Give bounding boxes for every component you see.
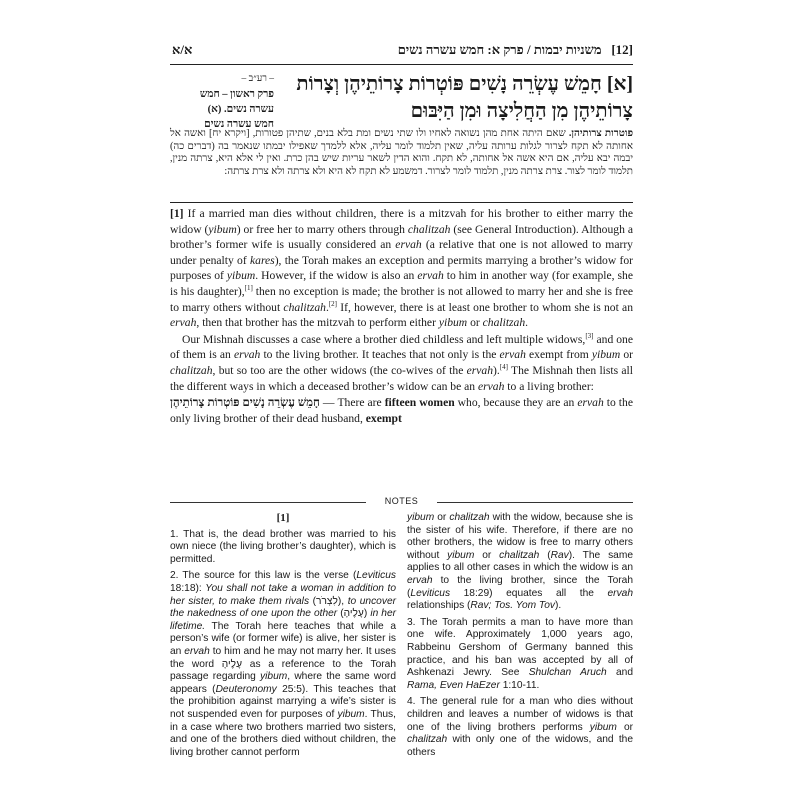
mishnah-text: [א] חָמֵשׁ עֶשְׂרֵה נָשִׁים פּוֹטְרוֹת צָרוֹתֵיהֶן וְצָרוֹת צָרוֹתֵיהֶן מִן הַחֲלִיצָה וּמִן הַיִּבּוּם xyxy=(296,73,633,122)
hebrew-word: (עָלֶיהָ) xyxy=(337,608,371,620)
note-2 xyxy=(170,570,396,759)
page-number: [12] xyxy=(611,42,633,57)
term: kares xyxy=(250,253,275,267)
sidebar-line-1: פרק ראשון – חמש xyxy=(199,89,274,100)
footnote-ref: [3] xyxy=(585,331,594,340)
chapter-marker: א/א xyxy=(172,42,193,57)
term: ervah xyxy=(466,363,494,377)
notes-divider xyxy=(170,496,633,508)
rav-label: – רע״ב – xyxy=(241,74,274,84)
text-run: Our Mishnah discusses a case where a brother died childless and left multiple widows, xyxy=(182,332,586,346)
term: ervah xyxy=(184,645,210,657)
notes-section xyxy=(170,512,633,784)
text-run: ), the Torah makes an exception and permits marrying a brother’s widow for purposes of xyxy=(170,253,634,283)
term: yibum xyxy=(407,512,435,523)
text-run: to him in another way (for example, she is his daughter), xyxy=(170,269,634,298)
text-run: to the living brother. It teaches that not only is the xyxy=(260,348,500,362)
term: yibum xyxy=(337,708,365,720)
footnote-ref: [1] xyxy=(244,284,253,293)
text-run: . Thus, in a case where two brothers married two sisters, and one of the brothers died without children, the living brother cannot perform xyxy=(170,708,396,758)
term: ervah xyxy=(607,587,633,599)
text-run: to a living brother: xyxy=(504,379,594,393)
text-run: relationships ( xyxy=(407,600,471,612)
text-run: or xyxy=(434,512,450,523)
citation: Deuteronomy xyxy=(215,683,277,695)
text-run: If a married man dies without children, there is a mitzvah for his brother to either marry the widow ( xyxy=(170,207,633,236)
text-run: 18:18): xyxy=(170,582,206,594)
text-run: or xyxy=(474,549,500,561)
term: ervah xyxy=(407,574,433,586)
term: chalitzah xyxy=(283,300,326,314)
text-run: exempt from xyxy=(525,348,592,362)
term: chalitzah xyxy=(407,734,448,746)
text-run: . However, if the widow is also an xyxy=(255,269,418,283)
text-run: who, because they are an xyxy=(454,396,578,410)
citation: Leviticus xyxy=(356,570,396,582)
term: yibum xyxy=(438,316,468,330)
sidebar-line-3: חמש עשרה נשים xyxy=(204,119,274,130)
text-run: , but so too are the other widows (the co-wives of the xyxy=(212,363,467,377)
term: ervah xyxy=(477,379,505,393)
term: ervah xyxy=(170,316,197,330)
sidebar-line-2: עשרה נשים. (א) xyxy=(207,104,274,115)
text-run: 25:5). This teaches that the prohibition against marrying a wife’s sister is not suspended even for purposes of xyxy=(170,683,396,720)
text-run: and xyxy=(606,667,633,679)
text-run: to him and he may not marry her. It uses the word xyxy=(170,645,397,670)
text-run: The Torah here teaches that while a person’s wife (or former wife) is alive, her sister is an xyxy=(170,620,396,657)
term: ervah xyxy=(395,238,422,252)
term: ervah xyxy=(233,348,261,362)
term: ervah xyxy=(577,396,604,410)
running-title: משניות יבמות / פרק א: חמש עשרה נשים xyxy=(397,42,602,57)
text-run: ). xyxy=(554,600,562,612)
text-run: . xyxy=(525,316,529,330)
bold-translation: exempt xyxy=(365,411,402,425)
footnote-ref: [4] xyxy=(499,363,508,372)
text-run: , where the same word appears ( xyxy=(170,671,396,695)
text-run: 2. The source for this law is the verse ( xyxy=(170,570,357,582)
term: yibum xyxy=(447,549,475,561)
text-run: 1:10-11. xyxy=(499,679,540,691)
hebrew-lemma: חָמֵשׁ עֶשְׂרֵה נָשִׁים פּוֹטְרוֹת צָרוֹתֵיהֶן xyxy=(170,396,320,410)
commentary-paragraph xyxy=(170,395,633,426)
notes-label: NOTES xyxy=(384,496,419,506)
bartenura-lead: פוטרות צרותיהן. xyxy=(568,128,634,139)
term: chalitzah xyxy=(482,316,526,330)
text-run: If, however, there is at least one brother to whom she is not an xyxy=(337,300,633,314)
text-run: (see General Introduction). Although a brother’s former wife is usually considered an xyxy=(170,222,633,252)
document-page xyxy=(170,38,633,784)
term: yibum xyxy=(591,348,621,362)
term: chalitzah xyxy=(449,512,490,523)
term: yibum xyxy=(260,671,288,683)
text-run: to the living brother, since the Torah ( xyxy=(407,574,633,599)
english-commentary xyxy=(170,206,633,427)
note-3 xyxy=(407,617,633,693)
verse-quote: in her lifetime. xyxy=(170,608,397,632)
commentary-paragraph xyxy=(170,332,633,394)
text-run: 4. The general rule for a man who dies without children and leaves a number of widows is that one of the living brothers performs xyxy=(407,696,633,733)
citation: Rav xyxy=(550,549,569,561)
text-run: and one of them is an xyxy=(170,332,633,362)
text-run: ( xyxy=(539,549,551,561)
term: chalitzah xyxy=(407,222,451,236)
text-run: or xyxy=(616,721,634,733)
hebrew-word: (לִצְרֹר), xyxy=(309,595,348,607)
bold-translation: fifteen women xyxy=(384,396,455,410)
text-run: then no exception is made; the brother is not allowed to marry her and she is free to marry others without xyxy=(170,284,633,314)
term: yibum xyxy=(208,222,237,236)
page-header xyxy=(170,38,633,65)
term: yibum xyxy=(226,269,256,283)
text-run: or xyxy=(467,316,483,330)
text-run: to the only living brother of their dead husband, xyxy=(170,396,633,425)
term: chalitzah xyxy=(499,549,540,561)
term: ervah xyxy=(417,269,444,283)
divider-line xyxy=(437,502,633,503)
term: ervah xyxy=(499,348,526,362)
citation: Shulchan Aruch xyxy=(528,667,607,679)
note-1: 1. That is, the dead brother was married to his own niece (the living brother’s daughter), which is permitted. xyxy=(170,528,396,565)
commentary-paragraph xyxy=(170,206,633,331)
hebrew-word: עָלֶיהָ xyxy=(221,658,243,670)
bartenura-body: שאם היתה אחת מהן נשואה לאחיו ולו שתי נשים ומת בלא בנים, שתיהן פטורות, [ויקרא יח] ואשה אל אחותה לא תקח לצרור לגלות ערותה עליה, שאין תלמוד לומר עליה, אלא ללמדך שאפילו יבמתו שנאמר בה (דברים כה) יבמה יבא עליה, אם היא אשה אל אחותה, לא תקח. והוא הדין לשאר עריות שיש בהן כרת. ואין לי אלא היא, צרתה מנין, תלמוד לומר לצור. צרת צרתה מנין, תלמוד לומר לצרור. דמשמע לא תקח לא היא ולא צרתה ולא צרת צרתה: xyxy=(170,128,633,177)
verse-quote: You shall not take a woman in addition to her sister, to make them rivals xyxy=(170,582,396,607)
text-run: — There are xyxy=(319,396,385,410)
notes-column-left xyxy=(170,512,396,763)
text-run: ) or free her to marry others through xyxy=(236,222,408,236)
citation: Leviticus xyxy=(410,587,451,599)
text-run: with only one of the widows, and the others xyxy=(407,734,633,758)
note-4 xyxy=(407,696,633,759)
notes-heading: [1] xyxy=(276,512,290,524)
section-divider xyxy=(170,202,633,203)
citation: Rav; Tos. Yom Tov xyxy=(470,600,555,612)
text-run: or xyxy=(620,348,633,362)
running-head xyxy=(398,42,633,58)
verse-quote: to uncover the nakedness of one upon the other xyxy=(170,595,397,620)
notes-column-right xyxy=(407,512,633,763)
text-run: ). The same applies to all other cases in which the widow is an xyxy=(407,549,633,574)
citation: Rama, Even HaEzer xyxy=(407,679,500,691)
text-run: . xyxy=(325,300,329,314)
note-2-continued xyxy=(407,512,633,613)
term: yibum xyxy=(589,721,617,733)
text-run: 3. The Torah permits a man to have more than one wife. Approximately 1,000 years ago, Rabbeinu Gershom of Germany banned this practice, and his ban was accepted by all of Ashkenazi Jewry. See xyxy=(407,616,633,679)
text-run: (a relative that one is not allowed to marry under penalty of xyxy=(170,238,633,267)
text-run: with the widow, because she is the sister of his wife. Therefore, if there are no other brothers, the widow is free to marry others without xyxy=(407,512,633,561)
bartenura-commentary xyxy=(170,128,633,178)
text-run: as a reference to the Torah passage regarding xyxy=(170,658,397,683)
rav-sidebar xyxy=(170,72,274,132)
text-run: 18:29) equates all the xyxy=(450,587,608,599)
text-run: The Mishnah then lists all the different ways in which a deceased brother’s widow can be an xyxy=(170,363,633,393)
commentary-marker: [1] xyxy=(170,207,184,220)
term: chalitzah xyxy=(170,363,213,377)
text-run: , then that brother has the mitzvah to perform either xyxy=(196,316,439,330)
text-run: ). xyxy=(493,363,500,377)
footnote-ref: [2] xyxy=(328,299,338,308)
